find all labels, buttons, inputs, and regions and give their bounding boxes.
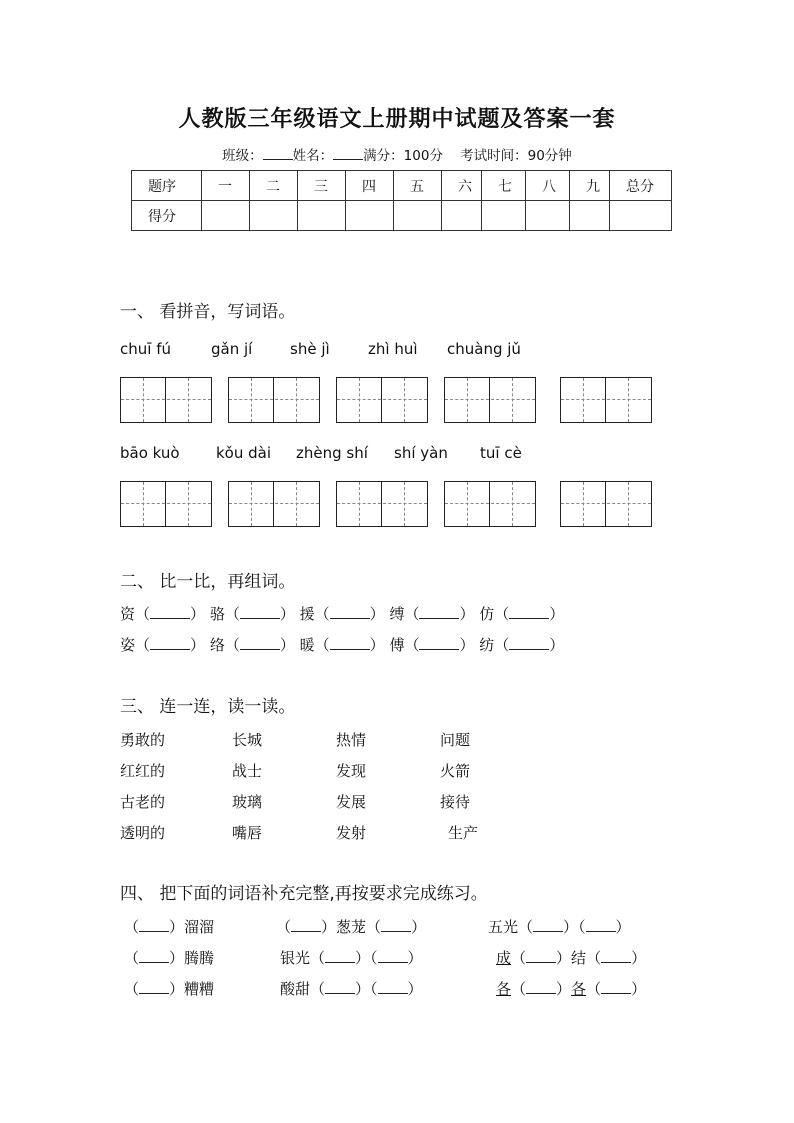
pinyin: tuī cè	[480, 444, 522, 462]
match-word[interactable]: 接待	[440, 793, 471, 811]
compare-char: 缚	[389, 605, 405, 623]
score-cell[interactable]	[526, 201, 570, 231]
answer-blank[interactable]	[325, 952, 355, 963]
answer-blank[interactable]	[139, 921, 169, 932]
score-cell[interactable]	[394, 201, 442, 231]
fill-word: 各	[496, 980, 512, 998]
score-value-row	[132, 201, 672, 231]
answer-blank[interactable]	[139, 952, 169, 963]
answer-blank[interactable]	[139, 983, 169, 994]
compare-char: 傅	[389, 636, 405, 654]
writing-grid[interactable]	[120, 481, 212, 527]
answer-blank[interactable]	[509, 639, 549, 650]
fill-item: （ ）糟糟	[124, 980, 215, 998]
answer-blank[interactable]	[526, 952, 556, 963]
fill-word: 葱茏	[336, 918, 367, 936]
compare-char: 络	[209, 636, 225, 654]
compare-char: 骆	[209, 605, 225, 623]
fill-word: 五光	[488, 918, 519, 936]
fill-item: （ ）葱茏（ ）	[276, 918, 427, 936]
answer-blank[interactable]	[419, 639, 459, 650]
answer-blank[interactable]	[526, 983, 556, 994]
match-word[interactable]: 玻璃	[232, 793, 263, 811]
match-word[interactable]: 生产	[448, 824, 479, 842]
section-2-heading: 二、 比一比，再组词。	[120, 572, 296, 592]
match-word[interactable]: 火箭	[440, 762, 471, 780]
compare-row: 姿（ ） 络（ ） 暖（ ） 傅（ ） 纺（ ）	[120, 636, 565, 654]
fill-word: 糟糟	[184, 980, 215, 998]
section-4-heading: 四、 把下面的词语补充完整,再按要求完成练习。	[120, 884, 488, 904]
fill-item: 各（ ）各（ ）	[496, 980, 647, 998]
match-word[interactable]: 长城	[232, 731, 263, 749]
writing-grid[interactable]	[560, 481, 652, 527]
fill-word: 各	[571, 980, 587, 998]
writing-grid[interactable]	[336, 481, 428, 527]
writing-grid[interactable]	[228, 481, 320, 527]
fill-item: （ ）腾腾	[124, 949, 215, 967]
match-word[interactable]: 发射	[336, 824, 367, 842]
answer-blank[interactable]	[291, 921, 321, 932]
exam-info	[0, 144, 794, 164]
score-cell[interactable]	[482, 201, 526, 231]
fill-item: （ ）溜溜	[124, 918, 215, 936]
fill-word: 溜溜	[184, 918, 215, 936]
score-header-cell: 一	[202, 171, 250, 201]
writing-grid[interactable]	[120, 377, 212, 423]
score-cell[interactable]	[610, 201, 672, 231]
score-cell[interactable]	[250, 201, 298, 231]
score-cell[interactable]	[346, 201, 394, 231]
pinyin: chuī fú	[120, 340, 171, 358]
section-1-heading: 一、 看拼音，写词语。	[120, 302, 296, 322]
pinyin: kǒu dài	[216, 444, 272, 462]
answer-blank[interactable]	[378, 952, 408, 963]
answer-blank[interactable]	[509, 608, 549, 619]
score-header-cell: 三	[298, 171, 346, 201]
score-header-cell: 七	[482, 171, 526, 201]
fill-item: 银光（ ）（ ）	[280, 949, 423, 967]
match-word[interactable]: 热情	[336, 731, 367, 749]
fill-word: 结	[571, 949, 587, 967]
class-label: 班级：	[222, 148, 263, 164]
writing-grid[interactable]	[560, 377, 652, 423]
score-header-cell: 九	[570, 171, 610, 201]
writing-grid[interactable]	[444, 377, 536, 423]
name-blank[interactable]	[333, 147, 363, 160]
answer-blank[interactable]	[586, 921, 616, 932]
answer-blank[interactable]	[533, 921, 563, 932]
answer-blank[interactable]	[325, 983, 355, 994]
answer-blank[interactable]	[240, 608, 280, 619]
score-row-label: 得分	[132, 201, 202, 231]
score-header-cell: 八	[526, 171, 570, 201]
writing-grid[interactable]	[228, 377, 320, 423]
compare-char: 资	[120, 605, 136, 623]
score-header-row	[132, 171, 672, 201]
fill-word: 酸甜	[280, 980, 311, 998]
pinyin: gǎn jí	[211, 340, 253, 358]
fill-word: 腾腾	[184, 949, 215, 967]
match-word[interactable]: 嘴唇	[232, 824, 263, 842]
writing-grid[interactable]	[336, 377, 428, 423]
score-table	[131, 170, 672, 231]
score-header-cell: 五	[394, 171, 442, 201]
match-word[interactable]: 发展	[336, 793, 367, 811]
answer-blank[interactable]	[150, 639, 190, 650]
score-header-cell: 六	[442, 171, 482, 201]
answer-blank[interactable]	[330, 608, 370, 619]
match-word[interactable]: 透明的	[120, 824, 166, 842]
answer-blank[interactable]	[240, 639, 280, 650]
compare-row: 资（ ） 骆（ ） 援（ ） 缚（ ） 仿（ ）	[120, 605, 565, 623]
pinyin: bāo kuò	[120, 444, 180, 462]
score-cell[interactable]	[202, 201, 250, 231]
fill-item: 成（ ）结（ ）	[496, 949, 647, 967]
fill-word: 成	[496, 949, 512, 967]
class-blank[interactable]	[263, 147, 293, 160]
score-cell[interactable]	[570, 201, 610, 231]
match-word[interactable]: 古老的	[120, 793, 166, 811]
match-word[interactable]: 战士	[232, 762, 263, 780]
pinyin: chuàng jǔ	[447, 340, 521, 358]
fill-item: 酸甜（ ）（ ）	[280, 980, 423, 998]
score-cell[interactable]	[442, 201, 482, 231]
score-cell[interactable]	[298, 201, 346, 231]
compare-char: 姿	[120, 636, 136, 654]
pinyin: zhì huì	[368, 340, 418, 358]
full-score: 满分：100分	[363, 148, 443, 164]
section-3-heading: 三、 连一连，读一读。	[120, 697, 296, 717]
writing-grid[interactable]	[444, 481, 536, 527]
answer-blank[interactable]	[150, 608, 190, 619]
match-word[interactable]: 勇敢的	[120, 731, 166, 749]
answer-blank[interactable]	[419, 608, 459, 619]
score-header-cell: 四	[346, 171, 394, 201]
score-header-cell: 二	[250, 171, 298, 201]
name-label: 姓名：	[292, 148, 334, 164]
compare-char: 暖	[299, 636, 315, 654]
score-header-cell: 总分	[610, 171, 672, 201]
compare-char: 纺	[479, 636, 495, 654]
answer-blank[interactable]	[330, 639, 370, 650]
fill-item: 五光（ ）（ ）	[488, 918, 631, 936]
pinyin: shí yàn	[394, 444, 448, 462]
pinyin: zhèng shí	[296, 444, 368, 462]
match-word[interactable]: 问题	[440, 731, 471, 749]
match-word[interactable]: 红红的	[120, 762, 166, 780]
match-word[interactable]: 发现	[336, 762, 367, 780]
exam-time: 考试时间：90分钟	[460, 148, 572, 164]
compare-char: 援	[299, 605, 315, 623]
answer-blank[interactable]	[601, 983, 631, 994]
compare-char: 仿	[479, 605, 495, 623]
page-title: 人教版三年级语文上册期中试题及答案一套	[178, 106, 616, 132]
pinyin: shè jì	[290, 340, 330, 358]
fill-word: 银光	[280, 949, 311, 967]
answer-blank[interactable]	[378, 983, 408, 994]
answer-blank[interactable]	[381, 921, 411, 932]
answer-blank[interactable]	[601, 952, 631, 963]
score-header-cell: 题序	[132, 171, 202, 201]
